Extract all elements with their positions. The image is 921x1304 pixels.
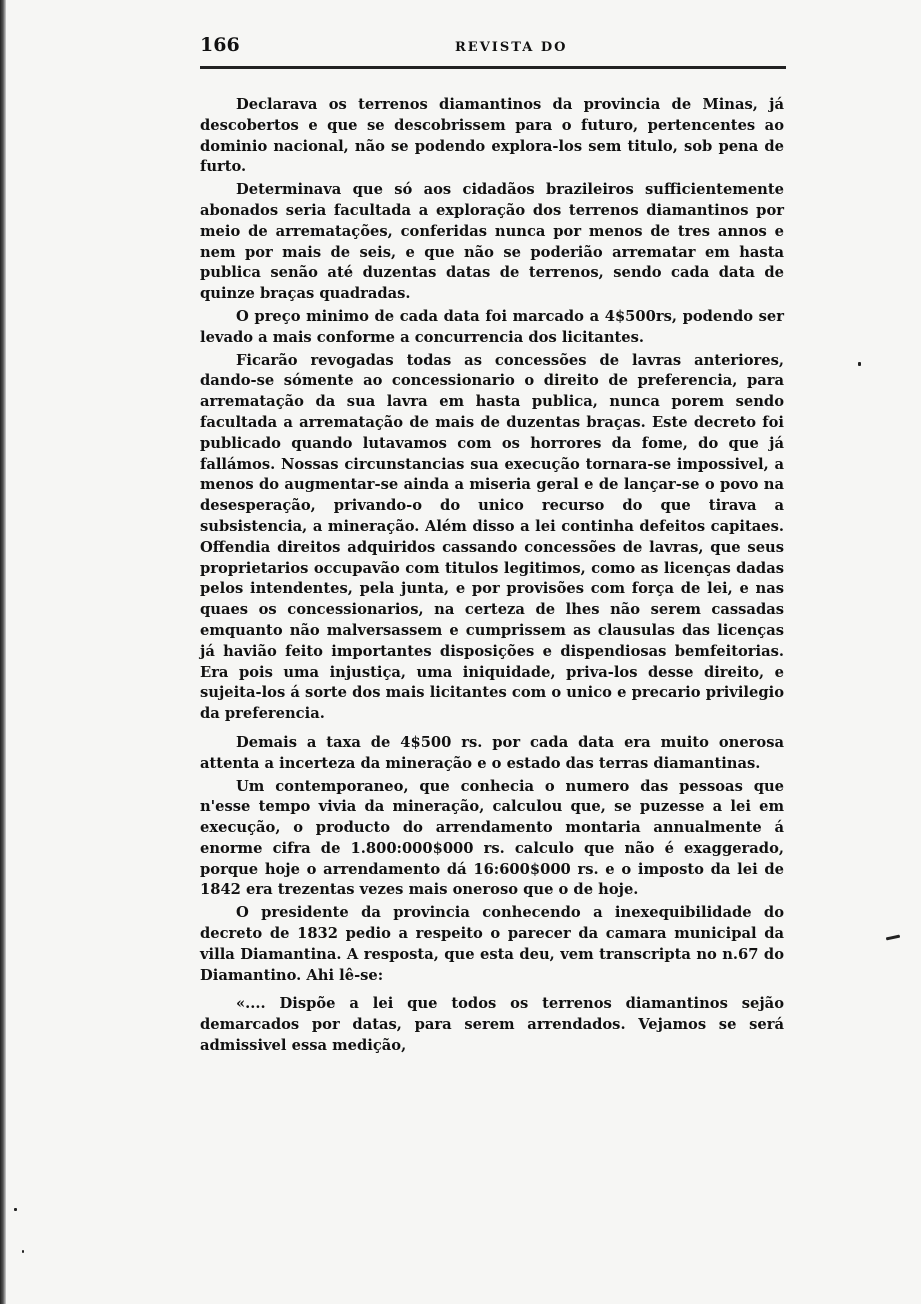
paragraph: Determinava que só aos cidadãos brazileiros sufficientemente abonados seria facultada a exploração dos terrenos diamantinos por meio de arrematações, conferidas nunca por menos de tres annos e nem por mais de seis, e que não se poderião arrematar em hasta publica senão até duzentas datas de terrenos, sendo cada data de quinze braças quadradas. [200,181,784,303]
paragraph: Um contemporaneo, que conhecia o numero das pessoas que n'esse tempo vivia da mineração, calculou que, se puzesse a lei em execução, o producto do arrendamento montaria annualmente á enorme cifra de 1.800:000$000 rs. calculo que não é exaggerado, porque hoje o arrendamento dá 16:600$000 rs. e o imposto da lei de 1842 era trezentas vezes mais oneroso que o de hoje. [200,777,784,899]
margin-speck [886,935,900,941]
margin-speck [858,362,861,366]
header-rule [200,66,786,69]
page-scan-edge [0,0,6,1304]
paragraph: O presidente da provincia conhecendo a inexequibilidade do decreto de 1832 pedio a respeito o parecer da camara municipal da villa Diamantina. A resposta, que esta deu, vem transcripta no n.67 do Diamantino. Ahi lê-se: [200,904,784,984]
paragraph: Declarava os terrenos diamantinos da provincia de Minas, já descobertos e que se descobrissem para o futuro, pertencentes ao dominio nacional, não se podendo explora-los sem titulo, sob pena de furto. [200,96,784,176]
running-head: REVISTA DO [455,40,568,55]
paragraph: Ficarão revogadas todas as concessões de lavras anteriores, dando-se sómente ao concessionario o direito de preferencia, para arrematação da sua lavra em hasta publica, nunca porem sendo facultada a arrematação de mais de duzentas braças. Este decreto foi publicado quando lutavamos com os horrores da fome, do que já fallámos. Nossas circunstancias sua execução tornara-se impossivel, a menos do augmentar-se ainda a miseria geral e de lançar-se o povo na desesperação, privando-o do unico recurso do que tirava a subsistencia, a mineração. Além disso a lei continha defeitos capitaes. Offendia direitos adquiridos cassando concessões de lavras, que seus proprietarios occupavão com titulos legitimos, como as licenças dadas pelos intendentes, pela junta, e por provisões com força de lei, e nas quaes os concessionarios, na certeza de lhes não serem cassadas emquanto não malversassem e cumprissem as clausulas das licenças já havião feito importantes disposições e dispendiosas bemfeitorias. Era pois uma injustiça, uma iniquidade, priva-los desse direito, e sujeita-los á sorte dos mais licitantes com o unico e precario privilegio da preferencia. [200,351,784,723]
margin-speck [22,1250,24,1253]
paragraph: O preço minimo de cada data foi marcado a 4$500rs, podendo ser levado a mais conforme a concurrencia dos licitantes. [200,307,784,346]
paragraph: «.... Dispõe a lei que todos os terrenos diamantinos sejão demarcados por datas, para serem arrendados. Vejamos se será admissivel essa medição, [200,995,784,1055]
body-text [200,95,784,1059]
page-header [200,34,786,74]
page-number: 166 [200,34,240,56]
paragraph: Demais a taxa de 4$500 rs. por cada data era muito onerosa attenta a incerteza da mineração e o estado das terras diamantinas. [200,733,784,772]
margin-speck [14,1208,17,1211]
